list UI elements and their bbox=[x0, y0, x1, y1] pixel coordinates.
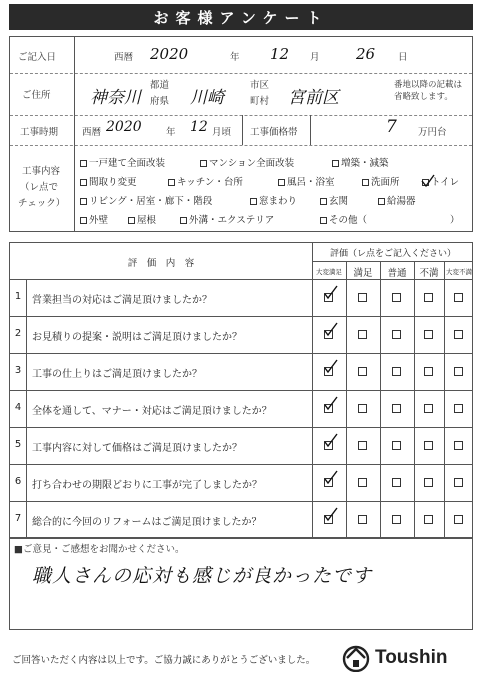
content-label-3: チェック） bbox=[18, 198, 66, 209]
rating-checkbox[interactable] bbox=[392, 441, 401, 450]
rating-checkbox[interactable] bbox=[358, 367, 367, 376]
rating-header-satisfied: 満足 bbox=[353, 268, 373, 279]
period-month: 12 bbox=[190, 119, 208, 135]
rating-checkbox[interactable] bbox=[454, 330, 463, 339]
house-logo-icon bbox=[341, 644, 371, 672]
date-month: 12 bbox=[270, 45, 290, 63]
address-pref: 神奈川 bbox=[90, 88, 141, 108]
period-year: 2020 bbox=[106, 119, 142, 135]
option-checkbox[interactable] bbox=[250, 198, 257, 205]
checkmark-icon bbox=[324, 322, 338, 336]
date-month-unit: 月 bbox=[310, 52, 320, 63]
date-year-unit: 年 bbox=[230, 52, 240, 63]
city-label-2: 町村 bbox=[250, 96, 270, 107]
rating-header-dissatisfied: 不満 bbox=[419, 268, 439, 279]
price-label: 工事価格帯 bbox=[250, 127, 298, 138]
option-checkbox[interactable] bbox=[362, 179, 369, 186]
rating-checkbox[interactable] bbox=[392, 367, 401, 376]
checkmark-icon bbox=[421, 174, 435, 188]
rating-checkbox[interactable] bbox=[358, 478, 367, 487]
question-text: 全体を通して、マナー・対応はご満足頂けましたか？ bbox=[32, 406, 272, 417]
address-label: ご住所 bbox=[22, 90, 51, 101]
date-day: 26 bbox=[356, 45, 376, 63]
question-text: お見積りの提案・説明はご満足頂けましたか？ bbox=[32, 332, 242, 343]
option-13[interactable] bbox=[128, 212, 156, 226]
rating-checkbox[interactable] bbox=[424, 404, 433, 413]
date-label: ご記入日 bbox=[18, 52, 57, 63]
option-3[interactable] bbox=[80, 174, 137, 188]
rating-header-neutral: 普通 bbox=[387, 268, 407, 279]
rating-checkbox[interactable] bbox=[358, 293, 367, 302]
comment-section bbox=[9, 538, 473, 630]
option-11[interactable] bbox=[378, 193, 416, 207]
other-close: ） bbox=[450, 215, 460, 226]
info-section bbox=[9, 36, 473, 232]
question-text: 総合的に今回のリフォームはご満足頂けましたか？ bbox=[32, 517, 262, 528]
option-checkbox[interactable] bbox=[80, 198, 87, 205]
rating-checkbox[interactable] bbox=[424, 330, 433, 339]
comment-text: 職人さんの応対も感じが良かったです bbox=[32, 565, 373, 587]
question-number: 4 bbox=[14, 402, 22, 413]
option-12[interactable] bbox=[80, 212, 108, 226]
period-year-unit: 年 bbox=[166, 127, 176, 138]
rating-checkbox[interactable] bbox=[424, 367, 433, 376]
pref-label-1: 都道 bbox=[150, 80, 170, 91]
period-label: 工事時期 bbox=[20, 127, 59, 138]
content-label-2: （レ点で bbox=[20, 182, 59, 193]
option-label: 給湯器 bbox=[387, 196, 416, 207]
option-label: 外壁 bbox=[89, 215, 109, 226]
rating-checkbox[interactable] bbox=[424, 478, 433, 487]
option-label: 間取り変更 bbox=[89, 177, 137, 188]
pref-label-2: 府県 bbox=[150, 96, 170, 107]
rating-checkbox[interactable] bbox=[358, 404, 367, 413]
rating-checkbox[interactable] bbox=[358, 441, 367, 450]
option-6[interactable] bbox=[362, 174, 400, 188]
rating-checkbox[interactable] bbox=[392, 404, 401, 413]
option-checkbox[interactable] bbox=[128, 217, 135, 224]
date-day-unit: 日 bbox=[398, 52, 408, 63]
address-city: 川崎 bbox=[190, 88, 224, 108]
rating-checkbox[interactable] bbox=[358, 515, 367, 524]
checkmark-icon bbox=[324, 470, 338, 484]
question-text: 工事の仕上りはご満足頂けましたか？ bbox=[32, 369, 202, 380]
option-checkbox[interactable] bbox=[80, 179, 87, 186]
rating-header-very-satisfied: 大変満足 bbox=[316, 268, 342, 276]
date-year: 2020 bbox=[150, 45, 189, 63]
option-checkbox[interactable] bbox=[180, 217, 187, 224]
rating-header-very-dissatisfied: 大変不満 bbox=[446, 268, 472, 276]
option-10[interactable] bbox=[320, 193, 348, 207]
price-value: 7 bbox=[386, 117, 397, 137]
option-checkbox[interactable] bbox=[278, 179, 285, 186]
option-4[interactable] bbox=[168, 174, 243, 188]
option-checkbox[interactable] bbox=[320, 198, 327, 205]
option-checkbox[interactable] bbox=[422, 179, 429, 186]
option-2[interactable] bbox=[332, 155, 389, 169]
option-label: 屋根 bbox=[137, 215, 157, 226]
option-label: 洗面所 bbox=[371, 177, 400, 188]
rating-checkbox[interactable] bbox=[454, 293, 463, 302]
rating-checkbox[interactable] bbox=[454, 367, 463, 376]
option-label: 風呂・浴室 bbox=[287, 177, 335, 188]
option-checkbox[interactable] bbox=[80, 160, 87, 167]
content-label-1: 工事内容 bbox=[22, 166, 61, 177]
comment-label: ■ご意見・ご感想をお聞かせください。 bbox=[14, 544, 185, 555]
city-label-1: 市区 bbox=[250, 80, 270, 91]
option-checkbox[interactable] bbox=[332, 160, 339, 167]
checkmark-icon bbox=[324, 285, 338, 299]
option-checkbox[interactable] bbox=[200, 160, 207, 167]
rating-checkbox[interactable] bbox=[424, 293, 433, 302]
option-7[interactable] bbox=[422, 174, 459, 188]
rating-checkbox[interactable] bbox=[392, 478, 401, 487]
option-label: 増築・減築 bbox=[341, 158, 389, 169]
question-number: 5 bbox=[14, 439, 22, 450]
option-label: 外溝・エクステリア bbox=[189, 215, 275, 226]
option-checkbox[interactable] bbox=[80, 217, 87, 224]
question-number: 7 bbox=[14, 513, 22, 524]
option-label: マンション全面改装 bbox=[209, 158, 295, 169]
rating-checkbox[interactable] bbox=[454, 441, 463, 450]
question-number: 3 bbox=[14, 365, 22, 376]
rating-checkbox[interactable] bbox=[358, 330, 367, 339]
survey-section bbox=[9, 242, 473, 538]
rating-checkbox[interactable] bbox=[424, 441, 433, 450]
question-number: 6 bbox=[14, 476, 22, 487]
checkmark-icon bbox=[324, 433, 338, 447]
period-era: 西暦 bbox=[82, 127, 102, 138]
date-era: 西暦 bbox=[114, 52, 134, 63]
option-label: キッチン・台所 bbox=[177, 177, 243, 188]
option-1[interactable] bbox=[200, 155, 294, 169]
rating-checkbox[interactable] bbox=[392, 330, 401, 339]
rating-checkbox[interactable] bbox=[454, 404, 463, 413]
option-14[interactable] bbox=[180, 212, 274, 226]
option-label: 窓まわり bbox=[259, 196, 298, 207]
option-5[interactable] bbox=[278, 174, 335, 188]
rating-checkbox[interactable] bbox=[392, 515, 401, 524]
option-9[interactable] bbox=[250, 193, 297, 207]
question-text: 営業担当の対応はご満足頂けましたか？ bbox=[32, 295, 212, 306]
option-label: リビング・居室・廊下・階段 bbox=[89, 196, 213, 207]
option-checkbox[interactable] bbox=[168, 179, 175, 186]
option-0[interactable] bbox=[80, 155, 165, 169]
page-title: お客様アンケート bbox=[9, 4, 473, 30]
address-ward: 宮前区 bbox=[288, 88, 339, 108]
option-15[interactable] bbox=[320, 212, 367, 226]
price-unit: 万円台 bbox=[418, 127, 447, 138]
option-checkbox[interactable] bbox=[320, 217, 327, 224]
period-month-unit: 月頃 bbox=[212, 127, 232, 138]
option-label: 一戸建て全面改装 bbox=[89, 158, 166, 169]
option-label: トイレ bbox=[431, 177, 460, 188]
question-number: 2 bbox=[14, 328, 22, 339]
rating-checkbox[interactable] bbox=[454, 515, 463, 524]
option-label: その他（ bbox=[329, 215, 368, 226]
question-text: 工事内容に対して価格はご満足頂けましたか？ bbox=[32, 443, 242, 454]
rating-checkbox[interactable] bbox=[392, 293, 401, 302]
brand-name: Toushin bbox=[375, 647, 448, 668]
option-8[interactable] bbox=[80, 193, 212, 207]
question-number: 1 bbox=[14, 291, 22, 302]
rating-checkbox[interactable] bbox=[454, 478, 463, 487]
content-header: 評 価 内 容 bbox=[127, 258, 195, 269]
checkmark-icon bbox=[324, 396, 338, 410]
rating-checkbox[interactable] bbox=[424, 515, 433, 524]
rating-header: 評価（レ点をご記入ください） bbox=[329, 249, 456, 259]
question-text: 打ち合わせの期限どおりに工事が完了しましたか？ bbox=[32, 480, 262, 491]
checkmark-icon bbox=[324, 507, 338, 521]
checkmark-icon bbox=[324, 359, 338, 373]
brand-logo bbox=[341, 644, 447, 672]
option-checkbox[interactable] bbox=[378, 198, 385, 205]
footer-text: ご回答いただく内容は以上です。ご協力誠にありがとうございました。 bbox=[12, 655, 316, 666]
option-label: 玄関 bbox=[329, 196, 349, 207]
address-note: 番地以降の記載は省略致します。 bbox=[394, 80, 463, 102]
